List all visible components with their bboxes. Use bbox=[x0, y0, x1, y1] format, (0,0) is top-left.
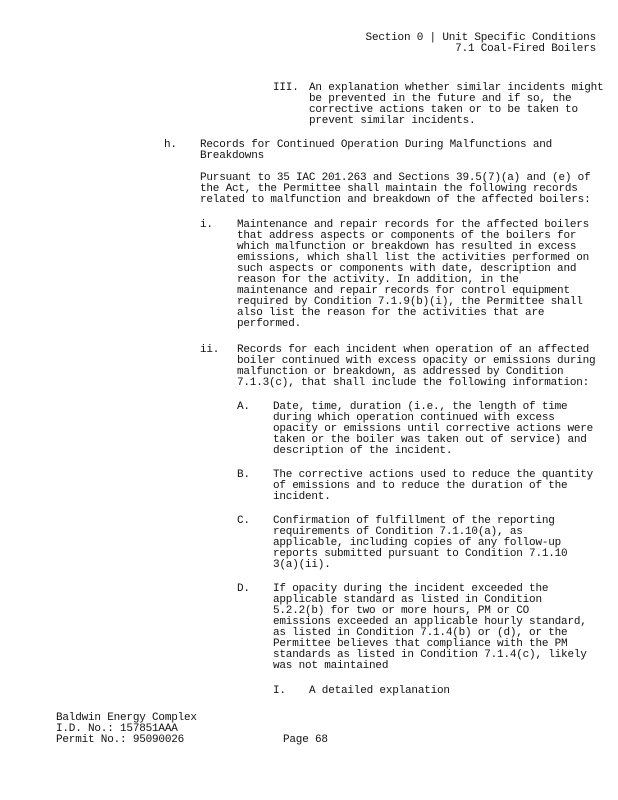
section-h-marker: h. bbox=[164, 139, 177, 151]
sub-a-line: description of the incident. bbox=[273, 445, 453, 457]
item-iii-line: corrective actions taken or to be taken to bbox=[309, 104, 578, 116]
item-ii-line: 7.1.3(c), that shall include the following information: bbox=[237, 377, 590, 389]
sub-a-line: Date, time, duration (i.e., the length of time bbox=[273, 401, 568, 413]
item-iii-marker: III. bbox=[273, 82, 299, 94]
sub-a-line: taken or the boiler was taken out of service) and bbox=[273, 434, 587, 446]
sub-d-line: was not maintained bbox=[273, 660, 389, 672]
sub-d-i-marker: I. bbox=[273, 685, 286, 697]
header-line-1: Section 0 | Unit Specific Conditions bbox=[365, 32, 596, 44]
sub-b-line: The corrective actions used to reduce the quantity bbox=[273, 469, 594, 481]
section-h-intro: related to malfunction and breakdown of the affected boilers: bbox=[200, 194, 591, 206]
sub-d-line: standards as listed in Condition 7.1.4(c), likely bbox=[273, 649, 587, 661]
sub-d-line: If opacity during the incident exceeded the bbox=[273, 583, 549, 595]
item-i-line: emissions, which shall list the activities performed on bbox=[237, 252, 590, 264]
sub-d-line: emissions exceeded an applicable hourly standard, bbox=[273, 616, 587, 628]
item-i-line: reason for the activity. In addition, in the bbox=[237, 274, 519, 286]
item-i-line: also list the reason for the activities that are bbox=[237, 307, 545, 319]
item-i-line: which malfunction or breakdown has resulted in excess bbox=[237, 241, 577, 253]
sub-d-marker: D. bbox=[237, 583, 250, 595]
item-i-marker: i. bbox=[200, 219, 213, 231]
sub-b-line: of emissions and to reduce the duration of the bbox=[273, 480, 568, 492]
sub-b-line: incident. bbox=[273, 491, 331, 503]
footer-id-no: I.D. No.: 157851AAA bbox=[56, 723, 178, 735]
sub-d-i-text: A detailed explanation bbox=[309, 685, 450, 697]
item-i-line: that address aspects or components of the boilers for bbox=[237, 230, 577, 242]
sub-d-line: 5.2.2(b) for two or more hours, PM or CO bbox=[273, 605, 530, 617]
item-i-line: required by Condition 7.1.9(b)(i), the Permittee shall bbox=[237, 296, 583, 308]
sub-c-line: 3(a)(ii). bbox=[273, 559, 331, 571]
header-line-2: 7.1 Coal-Fired Boilers bbox=[455, 43, 596, 55]
sub-a-marker: A. bbox=[237, 401, 250, 413]
sub-c-marker: C. bbox=[237, 515, 250, 527]
section-h-intro: the Act, the Permittee shall maintain the following records bbox=[200, 183, 578, 195]
footer-page-number: Page 68 bbox=[283, 734, 328, 746]
section-h-intro: Pursuant to 35 IAC 201.263 and Sections 39.5(7)(a) and (e) of bbox=[200, 172, 591, 184]
sub-c-line: Confirmation of fulfillment of the reporting bbox=[273, 515, 555, 527]
footer-facility: Baldwin Energy Complex bbox=[56, 712, 197, 724]
footer-permit-no: Permit No.: 95090026 bbox=[56, 734, 185, 746]
section-h-title: Breakdowns bbox=[200, 150, 265, 162]
sub-c-line: reports submitted pursuant to Condition 7.1.10 bbox=[273, 548, 568, 560]
sub-d-line: as listed in Condition 7.1.4(b) or (d), or the bbox=[273, 627, 568, 639]
sub-a-line: opacity or emissions until corrective actions were bbox=[273, 423, 594, 435]
item-iii-line: An explanation whether similar incidents might bbox=[309, 82, 604, 94]
sub-a-line: during which operation continued with excess bbox=[273, 412, 555, 424]
item-i-line: maintenance and repair records for control equipment bbox=[237, 285, 570, 297]
sub-d-line: applicable standard as listed in Condition bbox=[273, 594, 542, 606]
item-i-line: such aspects or components with date, description and bbox=[237, 263, 577, 275]
sub-c-line: applicable, including copies of any follow-up bbox=[273, 537, 562, 549]
item-iii-line: be prevented in the future and if so, the bbox=[309, 93, 572, 105]
sub-d-line: Permittee believes that compliance with the PM bbox=[273, 638, 568, 650]
item-ii-marker: ii. bbox=[200, 344, 220, 356]
item-ii-line: Records for each incident when operation of an affected bbox=[237, 344, 590, 356]
sub-c-line: requirements of Condition 7.1.10(a), as bbox=[273, 526, 523, 538]
item-ii-line: malfunction or breakdown, as addressed by Condition bbox=[237, 366, 564, 378]
item-iii-line: prevent similar incidents. bbox=[309, 115, 476, 127]
section-h-title: Records for Continued Operation During Malfunctions and bbox=[200, 139, 553, 151]
item-i-line: Maintenance and repair records for the affected boilers bbox=[237, 219, 590, 231]
item-ii-line: boiler continued with excess opacity or emissions during bbox=[237, 355, 596, 367]
sub-b-marker: B. bbox=[237, 469, 250, 481]
item-i-line: performed. bbox=[237, 318, 302, 330]
